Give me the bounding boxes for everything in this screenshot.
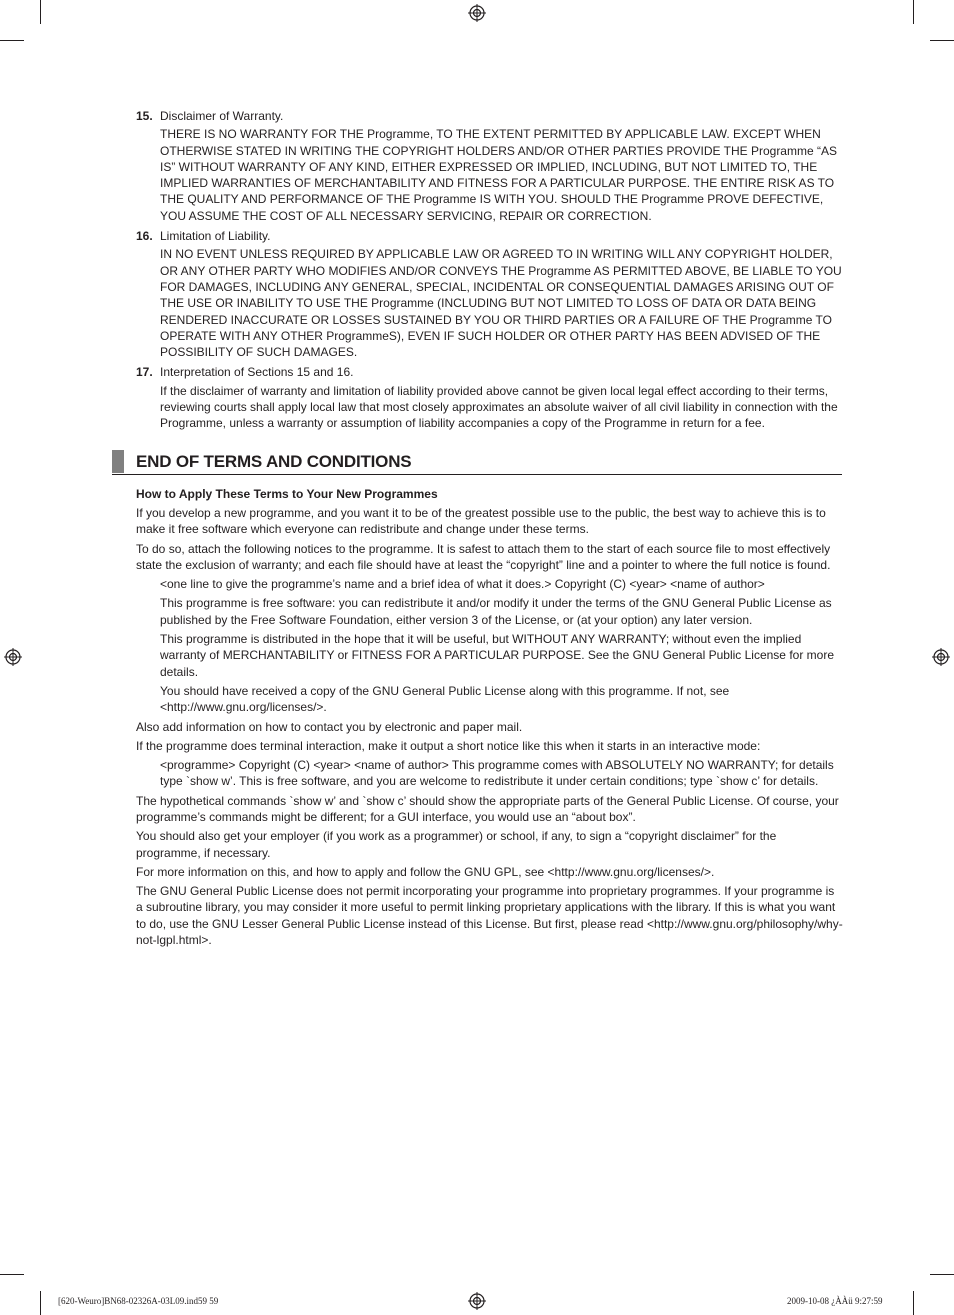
crop-mark: [930, 1274, 954, 1275]
paragraph: If the programme does terminal interaction, make it output a short notice like this when it starts in an interactive mode:: [136, 738, 761, 753]
paragraph: If you develop a new programme, and you want it to be of the greatest possible use to the public, the best way to achieve this is to make it free software which everyone can redistribute and change under these terms.: [136, 505, 826, 537]
section-17: [136, 364, 844, 431]
section-number: 15.: [136, 109, 153, 123]
section-body: IN NO EVENT UNLESS REQUIRED BY APPLICABLE LAW OR AGREED TO IN WRITING WILL ANY COPYRIGHT HOLDER, OR ANY OTHER PARTY WHO MODIFIES AND/OR CONVEYS THE Programme AS PERMITTED ABOVE, BE LIABLE TO YOU FOR DAMAGES, INCLUDING ANY GENERAL, SPECIAL, INCIDENTAL OR CONSEQUENTIAL DAMAGES ARISING OUT OF THE USE OR INABILITY TO USE THE Programme (INCLUDING BUT NOT LIMITED TO LOSS OF DATA OR DATA BEING RENDERED INACCURATE OR LOSSES SUSTAINED BY YOU OR THIRD PARTIES OR A FAILURE OF THE Programme TO OPERATE WITH ANY OTHER ProgrammeS), EVEN IF SUCH HOLDER OR OTHER PARTY HAS BEEN ADVISED OF THE POSSIBILITY OF SUCH DAMAGES.: [160, 247, 842, 360]
paragraph: The hypothetical commands `show w’ and `show c’ should show the appropriate parts of the General Public License. Of course, your programme’s commands might be different; for a GUI interface, you would use an “about box”.: [136, 793, 839, 824]
section-title: Disclaimer of Warranty.: [160, 109, 284, 123]
registration-mark-icon: [468, 1292, 486, 1310]
section-title: Interpretation of Sections 15 and 16.: [160, 365, 354, 380]
section-body: If the disclaimer of warranty and limitation of liability provided above cannot be given local legal effect according to their terms, reviewing courts shall apply local law that most closely approximates an absolute waiver of all civil liability in connection with the Programme, unless a warranty or assumption of liability accompanies a copy of the Programme in return for a fee.: [160, 383, 838, 431]
crop-mark: [40, 1291, 41, 1315]
notice-text: This programme is distributed in the hope that it will be useful, but WITHOUT ANY WARRANTY; without even the implied warranty of MERCHANTABILITY or FITNESS FOR A PARTICULAR PURPOSE. See the GNU General Public License for more details.: [160, 632, 834, 679]
section-body: THERE IS NO WARRANTY FOR THE Programme, TO THE EXTENT PERMITTED BY APPLICABLE LAW. EXCEPT WHEN OTHERWISE STATED IN WRITING THE COPYRIGHT HOLDERS AND/OR OTHER PARTIES PROVIDE THE Programme “AS IS” WITHOUT WARRANTY OF ANY KIND, EITHER EXPRESSED OR IMPLIED, INCLUDING, BUT NOT LIMITED TO, THE IMPLIED WARRANTIES OF MERCHANTABILITY AND FITNESS FOR A PARTICULAR PURPOSE. THE ENTIRE RISK AS TO THE QUALITY AND PERFORMANCE OF THE Programme IS WITH YOU. SHOULD THE Programme PROVE DEFECTIVE, YOU ASSUME THE COST OF ALL NECESSARY SERVICING, REPAIR OR CORRECTION.: [160, 127, 837, 223]
crop-mark: [0, 1274, 24, 1275]
page-content: [136, 108, 844, 951]
footer-timestamp: 2009-10-08 ¿ÀÀü 9:27:59: [787, 1296, 883, 1306]
howto-title: How to Apply These Terms to Your New Programmes: [136, 486, 438, 501]
footer-file-info: [620-Weuro]BN68-02326A-03L09.ind59 59: [58, 1296, 219, 1306]
section-15: [136, 108, 844, 224]
crop-mark: [40, 0, 41, 24]
paragraph: For more information on this, and how to apply and follow the GNU GPL, see <http://www.gnu.org/licenses/>.: [136, 864, 715, 879]
registration-mark-icon: [932, 648, 950, 666]
registration-mark-icon: [4, 648, 22, 666]
notice-text: This programme is free software: you can redistribute it and/or modify it under the terms of the GNU General Public License as published by the Free Software Foundation, either version 3 of the License, or (at your option) any later version.: [160, 596, 832, 627]
paragraph: Also add information on how to contact you by electronic and paper mail.: [136, 719, 523, 734]
paragraph: To do so, attach the following notices to the programme. It is safest to attach them to the start of each source file to most effectively state the exclusion of warranty; and each file should have at least the “copyright” line and a pointer to where the full notice is found.: [136, 541, 831, 572]
section-16: [136, 228, 844, 360]
crop-mark: [930, 40, 954, 41]
heading-bar: [112, 450, 124, 473]
paragraph: The GNU General Public License does not permit incorporating your programme into proprietary programmes. If your programme is a subroutine library, you may consider it more useful to permit linking proprietary applications with the library. If this is what you want to do, use the GNU Lesser General Public License instead of this License. But first, please read <http://www.gnu.org/philosophy/why-not-lgpl.html>.: [136, 884, 843, 948]
registration-mark-icon: [468, 4, 486, 22]
crop-mark: [913, 0, 914, 24]
notice-text: <programme> Copyright (C) <year> <name of author> This programme comes with ABSOLUTELY NO WARRANTY; for details type `show w’. This is free software, and you are welcome to redistribute it under certain conditions; type `show c’ for details.: [160, 758, 834, 789]
paragraph: You should also get your employer (if you work as a programmer) or school, if any, to sign a “copyright disclaimer” for the programme, if necessary.: [136, 829, 777, 860]
heading-text: END OF TERMS AND CONDITIONS: [136, 451, 412, 471]
section-title: Limitation of Liability.: [160, 229, 271, 244]
crop-mark: [0, 40, 24, 41]
crop-mark: [913, 1291, 914, 1315]
section-number: 17.: [136, 365, 153, 380]
end-of-terms-heading: [112, 450, 842, 475]
notice-text: You should have received a copy of the GNU General Public License along with this programme. If not, see <http://www.gnu.org/licenses/>.: [160, 683, 730, 715]
section-number: 16.: [136, 229, 153, 244]
notice-text: <one line to give the programme’s name and a brief idea of what it does.> Copyright (C) <year> <name of author>: [160, 577, 765, 592]
